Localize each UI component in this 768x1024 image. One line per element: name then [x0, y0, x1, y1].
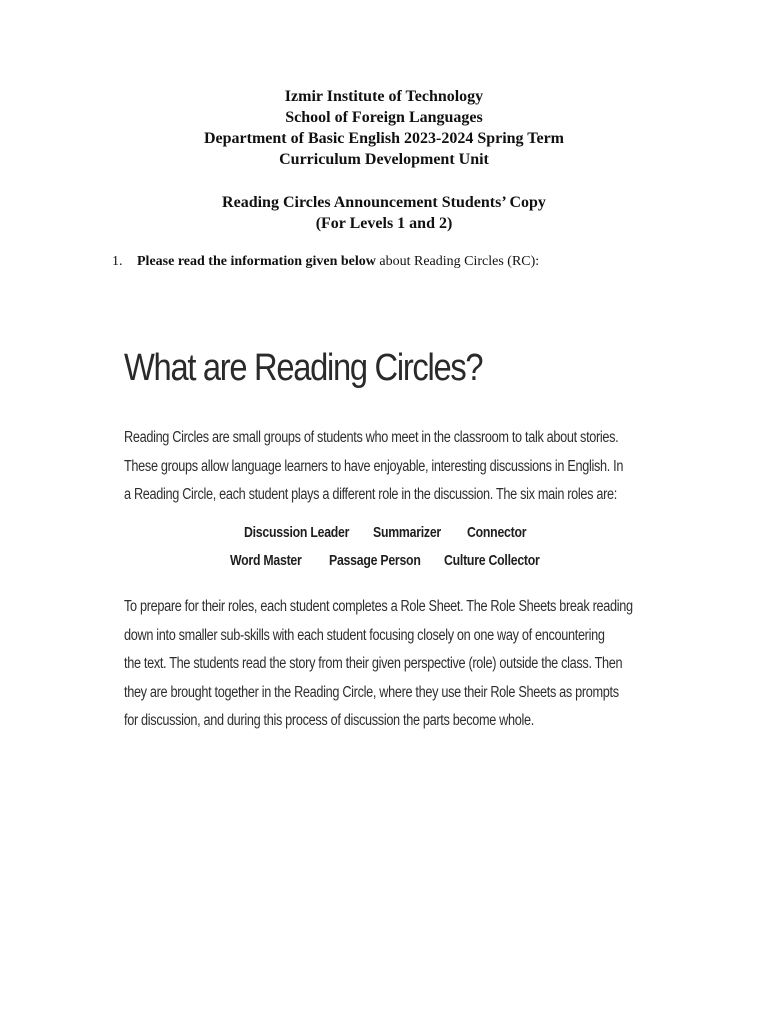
school-name: School of Foreign Languages — [285, 109, 483, 126]
role-passage-person: Passage Person — [329, 552, 421, 569]
instruction-bold-text: Please read the information given below — [137, 254, 376, 269]
paragraph-line: To prepare for their roles, each student completes a Role Sheet. The Role Sheets break reading — [124, 598, 633, 615]
paragraph-line: for discussion, and during this process of discussion the parts become whole. — [124, 712, 534, 729]
role-discussion-leader: Discussion Leader — [244, 524, 350, 541]
department-term: Department of Basic English 2023-2024 Spring Term — [203, 130, 564, 147]
instruction-item-1 — [112, 253, 539, 271]
role-word-master: Word Master — [230, 552, 302, 569]
excerpt-paragraph-1 — [124, 424, 650, 510]
announcement-heading — [0, 192, 768, 234]
paragraph-line: down into smaller sub-skills with each student focusing closely on one way of encountering — [124, 626, 605, 644]
excerpt-title: What are Reading Circles? — [124, 347, 483, 389]
document-header — [0, 86, 768, 170]
announcement-subtitle: (For Levels 1 and 2) — [315, 215, 453, 232]
instruction-rest-text: about Reading Circles (RC): — [375, 254, 540, 269]
role-connector: Connector — [467, 524, 527, 541]
paragraph-line: Reading Circles are small groups of students who meet in the classroom to talk about stories. — [124, 429, 619, 446]
role-summarizer: Summarizer — [373, 524, 441, 541]
unit-name: Curriculum Development Unit — [279, 151, 489, 168]
institution-name: Izmir Institute of Technology — [284, 88, 484, 105]
role-culture-collector: Culture Collector — [444, 552, 540, 569]
announcement-title: Reading Circles Announcement Students’ Copy — [222, 194, 546, 211]
paragraph-line: a Reading Circle, each student plays a different role in the discussion. The six main roles are: — [124, 486, 617, 503]
paragraph-line: These groups allow language learners to have enjoyable, interesting discussions in English. In — [124, 457, 624, 475]
reading-circles-excerpt — [124, 338, 650, 729]
excerpt-paragraph-2 — [124, 593, 650, 736]
paragraph-line: the text. The students read the story from their given perspective (role) outside the class. Then — [124, 655, 623, 672]
instruction-number: 1. — [112, 254, 123, 269]
paragraph-line: they are brought together in the Reading Circle, where they use their Role Sheets as prompts — [124, 683, 619, 701]
